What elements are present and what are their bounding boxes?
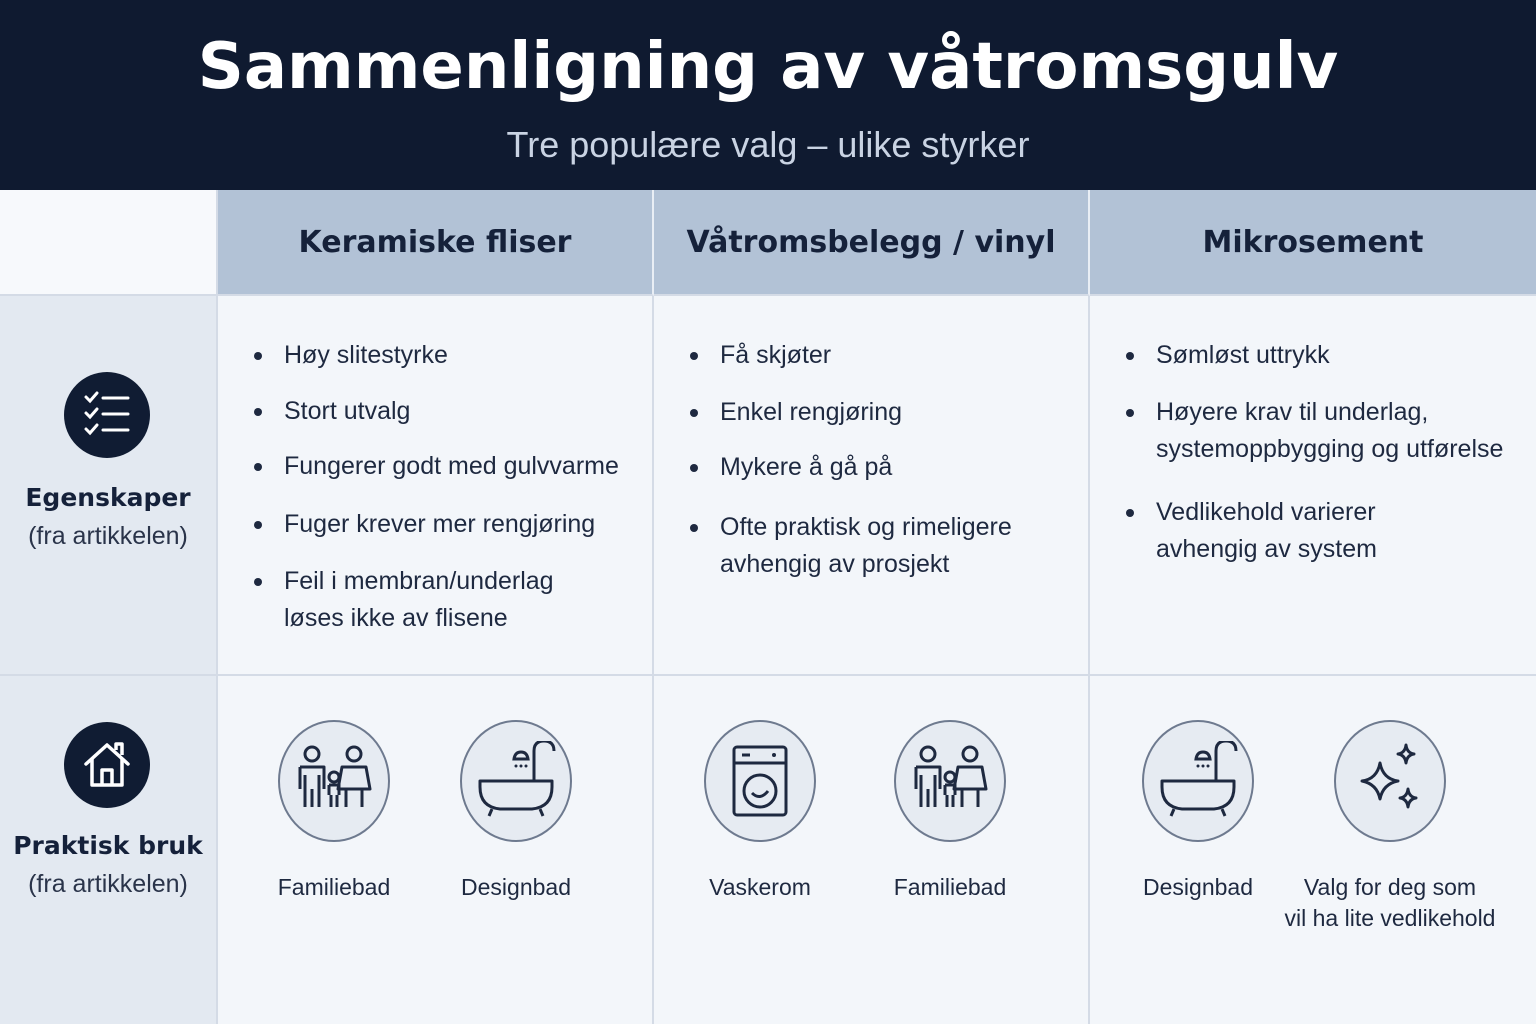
list-item: Feil i membran/underlag <box>250 563 554 600</box>
usage-item <box>1272 720 1508 934</box>
usage-label: Familiebad <box>893 874 1007 900</box>
list-item: Ofte praktisk og rimeligere <box>686 509 1012 546</box>
list-item: Høy slitestyrke <box>250 337 448 374</box>
row-title: Egenskaper <box>25 483 191 512</box>
table-corner <box>0 190 218 296</box>
page-header <box>0 0 1536 190</box>
house-icon <box>64 722 150 808</box>
list-item: Enkel rengjøring <box>686 394 902 431</box>
bathtub-icon <box>460 720 572 842</box>
list-item: Sømløst uttrykk <box>1122 337 1330 374</box>
usage-label: Familiebad <box>277 874 391 900</box>
usage-item <box>850 720 1050 903</box>
row-title: Praktisk bruk <box>13 831 203 860</box>
row-header-properties <box>0 296 218 676</box>
usage-cell-microcement <box>1090 676 1536 1024</box>
list-item: Høyere krav til underlag, <box>1122 394 1428 431</box>
list-item: Mykere å gå på <box>686 449 892 486</box>
usage-item <box>416 720 616 903</box>
column-header-label: Keramiske fliser <box>298 224 572 260</box>
usage-cell-vinyl <box>654 676 1090 1024</box>
column-header-vinyl <box>654 190 1090 296</box>
sparkle-icon <box>1334 720 1446 842</box>
column-header-label: Våtromsbelegg / vinyl <box>686 224 1056 260</box>
list-item-continuation: avhengig av prosjekt <box>720 550 950 578</box>
properties-cell-ceramic <box>218 296 654 676</box>
list-item: Stort utvalg <box>250 393 410 430</box>
usage-label-line: Valg for deg som <box>1303 874 1477 900</box>
usage-label: Designbad <box>461 874 571 900</box>
list-item: Få skjøter <box>686 337 831 374</box>
list-item-continuation: avhengig av system <box>1156 535 1377 563</box>
washing-machine-icon <box>704 720 816 842</box>
row-header-usage <box>0 676 218 1024</box>
row-subtitle: (fra artikkelen) <box>28 870 188 898</box>
list-item: Fungerer godt med gulvvarme <box>250 448 619 485</box>
list-item-continuation: løses ikke av flisene <box>284 604 508 632</box>
column-header-microcement <box>1090 190 1536 296</box>
usage-label-line: vil ha lite vedlikehold <box>1284 905 1496 931</box>
usage-item <box>1098 720 1298 903</box>
usage-label <box>1272 872 1508 934</box>
usage-cell-ceramic <box>218 676 654 1024</box>
page-subtitle: Tre populære valg – ulike styrker <box>506 124 1030 165</box>
list-item: Fuger krever mer rengjøring <box>250 506 595 543</box>
row-subtitle: (fra artikkelen) <box>28 522 188 550</box>
bathtub-icon <box>1142 720 1254 842</box>
properties-cell-vinyl <box>654 296 1090 676</box>
properties-cell-microcement <box>1090 296 1536 676</box>
usage-item <box>660 720 860 903</box>
usage-item <box>234 720 434 903</box>
checklist-icon <box>64 372 150 458</box>
list-item-continuation: systemoppbygging og utførelse <box>1156 435 1504 463</box>
page-title: Sammenligning av våtromsgulv <box>197 30 1339 104</box>
column-header-label: Mikrosement <box>1202 224 1424 260</box>
usage-label: Designbad <box>1143 874 1253 900</box>
family-icon <box>894 720 1006 842</box>
usage-label: Vaskerom <box>709 874 811 900</box>
list-item: Vedlikehold varierer <box>1122 494 1376 531</box>
family-icon <box>278 720 390 842</box>
comparison-table <box>0 190 1536 1024</box>
column-header-ceramic-tiles <box>218 190 654 296</box>
